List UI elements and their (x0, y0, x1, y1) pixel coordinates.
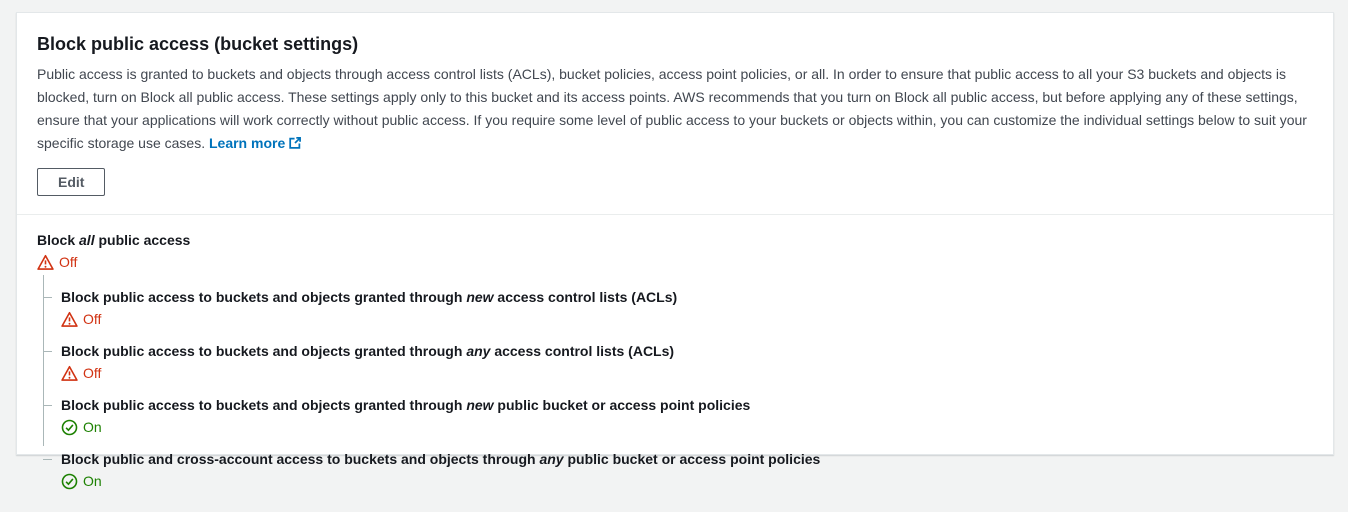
status-label: On (83, 419, 102, 435)
setting-title (61, 341, 1313, 361)
setting-block-new-policies (61, 395, 1313, 438)
title-prefix: Block public access to buckets and objects granted through (61, 397, 467, 413)
learn-more-label: Learn more (208, 135, 286, 151)
status-indicator (37, 251, 1313, 273)
status-indicator (61, 470, 1313, 492)
title-italic: new (466, 289, 494, 305)
setting-block-any-acls (61, 341, 1313, 384)
sub-settings-list (37, 287, 1313, 492)
title-prefix: Block public and cross-account access to buckets and objects through (61, 451, 540, 467)
title-prefix: Block (37, 232, 80, 248)
status-label: Off (59, 254, 78, 270)
edit-button[interactable]: Edit (37, 168, 105, 196)
block-public-access-panel (16, 12, 1334, 489)
status-label: Off (83, 311, 102, 327)
status-label: On (83, 473, 102, 489)
description-text: Public access is granted to buckets and objects through access control lists (ACLs), bucket policies, access point policies, or all. In order to ensure that public access to all your S3 buckets and objects is blocked, turn on Block all public access. These settings apply only to this bucket and its access points. AWS recommends that you turn on Block all public access, but before applying any of these settings, ensure that your applications will work correctly without public access. If you require some level of public access to your buckets or objects within, you can customize the individual settings below to suit your specific storage use cases. (37, 66, 1307, 151)
title-italic: new (466, 397, 494, 413)
warning-icon (61, 311, 78, 328)
title-suffix: access control lists (ACLs) (493, 289, 678, 305)
status-indicator (61, 362, 1313, 384)
setting-title (61, 287, 1313, 307)
warning-icon (37, 254, 54, 271)
settings-list (17, 215, 1333, 512)
status-indicator (61, 308, 1313, 330)
title-italic: all (79, 232, 95, 248)
check-circle-icon (61, 419, 78, 436)
panel-description (37, 63, 1313, 155)
check-circle-icon (61, 473, 78, 490)
setting-title (37, 230, 1313, 250)
title-suffix: access control lists (ACLs) (490, 343, 675, 359)
warning-icon (61, 365, 78, 382)
panel-header (17, 13, 1333, 214)
title-italic: any (466, 343, 491, 359)
title-prefix: Block public access to buckets and objects granted through (61, 343, 467, 359)
setting-block-all-public-access (37, 230, 1313, 273)
learn-more-link[interactable] (209, 135, 302, 151)
status-label: Off (83, 365, 102, 381)
title-prefix: Block public access to buckets and objects granted through (61, 289, 467, 305)
setting-title (61, 395, 1313, 415)
setting-title (61, 449, 1313, 469)
status-indicator (61, 416, 1313, 438)
tree-connector-line (43, 275, 44, 446)
title-suffix: public bucket or access point policies (563, 451, 821, 467)
setting-block-new-acls (61, 287, 1313, 330)
title-suffix: public bucket or access point policies (493, 397, 751, 413)
title-suffix: public access (94, 232, 191, 248)
page-title: Block public access (bucket settings) (37, 34, 359, 54)
title-italic: any (539, 451, 564, 467)
setting-block-cross-account (61, 449, 1313, 492)
external-link-icon (288, 136, 302, 150)
